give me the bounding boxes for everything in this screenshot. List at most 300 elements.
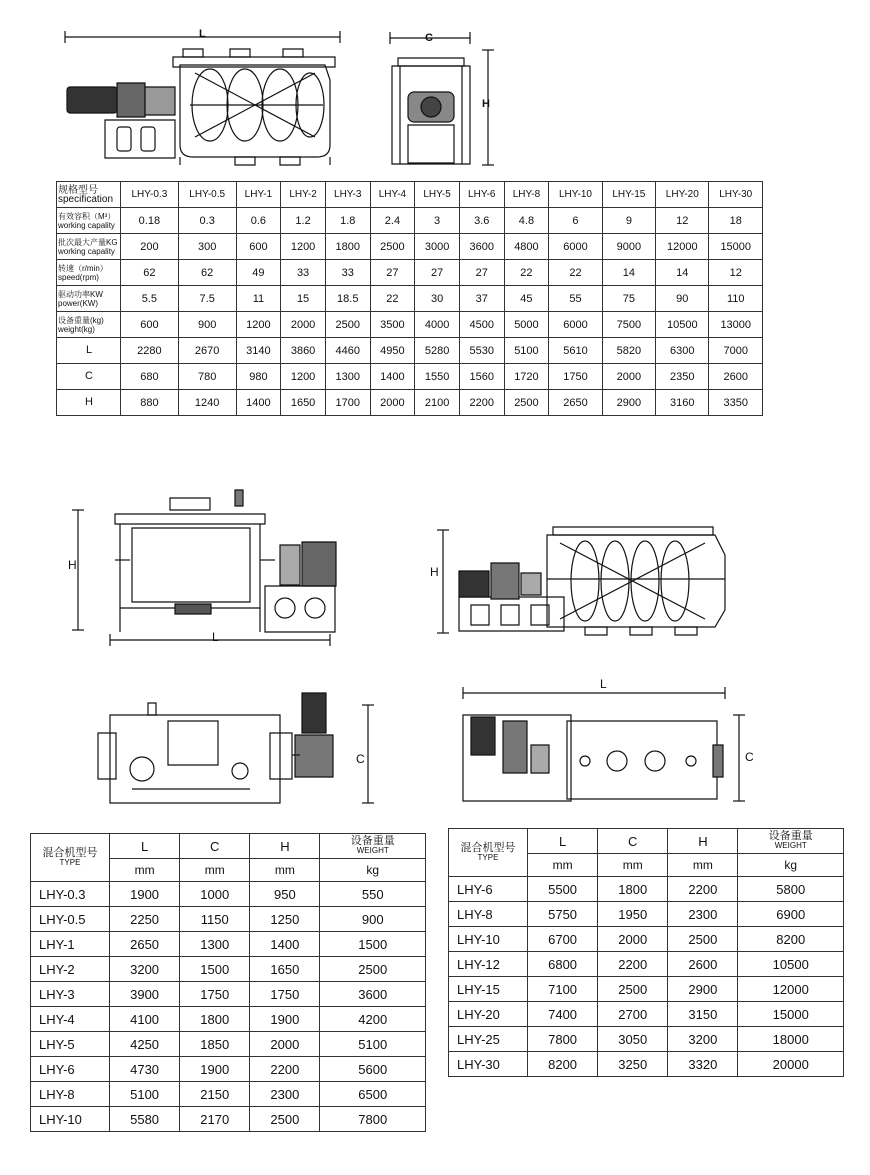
spec-cell: 0.6	[236, 208, 281, 234]
size-row	[449, 927, 844, 952]
spec-cell: 3	[415, 208, 460, 234]
spec-cell: 2000	[602, 364, 655, 390]
spec-cell: 15000	[709, 234, 763, 260]
spec-row-label-cn: H	[85, 396, 93, 408]
spec-cell: 3000	[415, 234, 460, 260]
size-value-cell: 1500	[320, 932, 426, 957]
spec-model: LHY-15	[602, 182, 655, 208]
dim-label-C: C	[356, 752, 365, 766]
unit-mm: mm	[180, 859, 250, 882]
spec-cell: 2650	[549, 390, 602, 416]
size-value-cell: 2170	[180, 1107, 250, 1132]
spec-row-label	[57, 234, 121, 260]
spec-cell: 12	[656, 208, 709, 234]
spec-cell: 4500	[459, 312, 504, 338]
size-value-cell: 6500	[320, 1082, 426, 1107]
spec-model: LHY-0.3	[121, 182, 179, 208]
size-col-H: H	[668, 829, 738, 854]
spec-cell: 27	[415, 260, 460, 286]
spec-cell: 2200	[459, 390, 504, 416]
spec-row	[57, 390, 763, 416]
size-value-cell: 2500	[320, 957, 426, 982]
weight-cn: 设备重量	[768, 830, 813, 842]
mixer-ribbon-side-view-drawing	[435, 515, 745, 640]
spec-cell: 4950	[370, 338, 415, 364]
size-value-cell: 1500	[180, 957, 250, 982]
spec-cell: 110	[709, 286, 763, 312]
spec-cell: 1200	[236, 312, 281, 338]
size-value-cell: 2200	[668, 877, 738, 902]
spec-cell: 1700	[325, 390, 370, 416]
size-value-cell: 900	[320, 907, 426, 932]
size-type-cell: LHY-8	[31, 1082, 110, 1107]
spec-cell: 2280	[121, 338, 179, 364]
spec-cell: 680	[121, 364, 179, 390]
spec-cell: 7.5	[178, 286, 236, 312]
size-value-cell: 2500	[250, 1107, 320, 1132]
spec-row-label-cn: 有效容积（M³）	[58, 211, 116, 221]
spec-cell: 22	[370, 286, 415, 312]
type-en: TYPE	[477, 852, 499, 862]
size-value-cell: 5750	[528, 902, 598, 927]
spec-model: LHY-30	[709, 182, 763, 208]
size-row	[31, 957, 426, 982]
size-value-cell: 1300	[180, 932, 250, 957]
spec-cell: 3.6	[459, 208, 504, 234]
unit-kg: kg	[738, 854, 844, 877]
size-type-cell: LHY-15	[449, 977, 528, 1002]
size-value-cell: 4730	[110, 1057, 180, 1082]
dim-label-L: L	[600, 677, 607, 691]
spec-cell: 6	[549, 208, 602, 234]
spec-cell: 1750	[549, 364, 602, 390]
size-value-cell: 5500	[528, 877, 598, 902]
size-value-cell: 2000	[598, 927, 668, 952]
spec-cell: 18	[709, 208, 763, 234]
spec-cell: 1200	[281, 364, 326, 390]
spec-cell: 980	[236, 364, 281, 390]
spec-cell: 33	[281, 260, 326, 286]
size-value-cell: 5580	[110, 1107, 180, 1132]
size-value-cell: 2250	[110, 907, 180, 932]
size-value-cell: 4100	[110, 1007, 180, 1032]
size-row	[449, 902, 844, 927]
size-row	[449, 1027, 844, 1052]
spec-row-label-cn: L	[85, 344, 93, 356]
spec-cell: 2600	[709, 364, 763, 390]
spec-cell: 2900	[602, 390, 655, 416]
size-value-cell: 2150	[180, 1082, 250, 1107]
size-type-cell: LHY-2	[31, 957, 110, 982]
size-value-cell: 1400	[250, 932, 320, 957]
spec-row-label	[57, 208, 121, 234]
spec-cell: 4.8	[504, 208, 549, 234]
size-type-cell: LHY-6	[449, 877, 528, 902]
spec-cell: 75	[602, 286, 655, 312]
spec-body	[57, 208, 763, 416]
spec-cell: 1.2	[281, 208, 326, 234]
spec-cell: 7500	[602, 312, 655, 338]
spec-cell: 14	[656, 260, 709, 286]
size-value-cell: 5800	[738, 877, 844, 902]
spec-cell: 22	[549, 260, 602, 286]
size-row	[449, 977, 844, 1002]
size-right-body	[449, 877, 844, 1077]
size-value-cell: 1750	[250, 982, 320, 1007]
size-row	[449, 877, 844, 902]
spec-cell: 6300	[656, 338, 709, 364]
size-value-cell: 3150	[668, 1002, 738, 1027]
unit-mm: mm	[110, 859, 180, 882]
size-value-cell: 2650	[110, 932, 180, 957]
size-col-C: C	[180, 834, 250, 859]
spec-cell: 3140	[236, 338, 281, 364]
spec-cell: 2670	[178, 338, 236, 364]
size-col-H: H	[250, 834, 320, 859]
size-value-cell: 6900	[738, 902, 844, 927]
size-type-cell: LHY-1	[31, 932, 110, 957]
dim-label-H: H	[482, 98, 490, 110]
spec-cell: 6000	[549, 234, 602, 260]
spec-cell: 2500	[325, 312, 370, 338]
spec-cell: 12	[709, 260, 763, 286]
size-row	[31, 907, 426, 932]
spec-cell: 2000	[281, 312, 326, 338]
size-row	[31, 882, 426, 907]
type-cn: 混合机型号	[42, 846, 98, 859]
size-row	[31, 1082, 426, 1107]
spec-row-label-en: working capality	[58, 220, 115, 230]
spec-row	[57, 286, 763, 312]
spec-model: LHY-2	[281, 182, 326, 208]
size-type-cell: LHY-10	[31, 1107, 110, 1132]
spec-cell: 27	[370, 260, 415, 286]
size-table-right	[448, 828, 844, 1077]
size-row	[449, 952, 844, 977]
size-header-row	[449, 829, 844, 854]
spec-cell: 1560	[459, 364, 504, 390]
mixer-front-view-drawing	[70, 490, 350, 650]
spec-row-label-cn: 驱动功率KW	[58, 289, 103, 299]
spec-cell: 4460	[325, 338, 370, 364]
size-value-cell: 1800	[180, 1007, 250, 1032]
spec-header-en: specification	[58, 193, 114, 205]
spec-cell: 1400	[236, 390, 281, 416]
size-value-cell: 7800	[528, 1027, 598, 1052]
dim-label-L: L	[199, 28, 206, 40]
size-type-cell: LHY-5	[31, 1032, 110, 1057]
spec-model: LHY-6	[459, 182, 504, 208]
spec-row	[57, 260, 763, 286]
size-value-cell: 1750	[180, 982, 250, 1007]
size-value-cell: 7400	[528, 1002, 598, 1027]
spec-cell: 5000	[504, 312, 549, 338]
spec-row-label	[57, 338, 121, 364]
spec-cell: 30	[415, 286, 460, 312]
size-value-cell: 7100	[528, 977, 598, 1002]
spec-cell: 5280	[415, 338, 460, 364]
size-value-cell: 1850	[180, 1032, 250, 1057]
size-type-cell: LHY-6	[31, 1057, 110, 1082]
mixer-top-view-drawing	[90, 685, 375, 810]
spec-header-cell	[57, 182, 121, 208]
size-value-cell: 5100	[110, 1082, 180, 1107]
size-value-cell: 2300	[668, 902, 738, 927]
size-value-cell: 1800	[598, 877, 668, 902]
spec-row	[57, 312, 763, 338]
size-type-cell: LHY-10	[449, 927, 528, 952]
spec-cell: 3600	[459, 234, 504, 260]
spec-model: LHY-3	[325, 182, 370, 208]
size-type-cell: LHY-4	[31, 1007, 110, 1032]
spec-cell: 3500	[370, 312, 415, 338]
spec-cell: 14	[602, 260, 655, 286]
size-type-cell: LHY-20	[449, 1002, 528, 1027]
dim-label-C: C	[745, 750, 754, 764]
spec-row-label	[57, 312, 121, 338]
spec-model: LHY-0.5	[178, 182, 236, 208]
size-value-cell: 550	[320, 882, 426, 907]
size-value-cell: 5100	[320, 1032, 426, 1057]
size-value-cell: 2200	[250, 1057, 320, 1082]
size-value-cell: 12000	[738, 977, 844, 1002]
size-value-cell: 8200	[738, 927, 844, 952]
size-value-cell: 2600	[668, 952, 738, 977]
spec-header-row	[57, 182, 763, 208]
spec-row	[57, 364, 763, 390]
size-value-cell: 1900	[110, 882, 180, 907]
size-type-header	[31, 834, 110, 882]
spec-model: LHY-10	[549, 182, 602, 208]
spec-cell: 9000	[602, 234, 655, 260]
spec-cell: 11	[236, 286, 281, 312]
spec-cell: 90	[656, 286, 709, 312]
weight-cn: 设备重量	[350, 835, 395, 847]
size-value-cell: 2700	[598, 1002, 668, 1027]
spec-cell: 7000	[709, 338, 763, 364]
size-value-cell: 4200	[320, 1007, 426, 1032]
spec-row-label-cn: 转速（r/min）	[58, 263, 108, 273]
size-row	[31, 1007, 426, 1032]
spec-row-label-en: working capality	[58, 246, 115, 256]
size-type-header	[449, 829, 528, 877]
size-row	[31, 932, 426, 957]
size-type-cell: LHY-0.5	[31, 907, 110, 932]
spec-cell: 0.3	[178, 208, 236, 234]
spec-cell: 1.8	[325, 208, 370, 234]
dim-label-C: C	[425, 32, 433, 44]
size-value-cell: 3900	[110, 982, 180, 1007]
mixer-side-view-drawing	[55, 25, 355, 165]
spec-cell: 37	[459, 286, 504, 312]
spec-cell: 12000	[656, 234, 709, 260]
spec-cell: 4000	[415, 312, 460, 338]
size-header-row	[31, 834, 426, 859]
spec-cell: 5100	[504, 338, 549, 364]
size-type-cell: LHY-3	[31, 982, 110, 1007]
unit-mm: mm	[528, 854, 598, 877]
spec-cell: 3860	[281, 338, 326, 364]
size-col-C: C	[598, 829, 668, 854]
spec-row-label-cn: 设备重量(kg)	[58, 315, 104, 325]
size-table-left	[30, 833, 426, 1132]
unit-mm: mm	[250, 859, 320, 882]
spec-row-label-en: speed(rpm)	[58, 272, 99, 282]
dim-label-L: L	[212, 630, 219, 644]
spec-cell: 2500	[370, 234, 415, 260]
spec-header-cn: 规格型号	[58, 184, 98, 196]
size-col-weight	[320, 834, 426, 859]
dim-label-H: H	[430, 565, 439, 579]
spec-cell: 1240	[178, 390, 236, 416]
spec-cell: 5820	[602, 338, 655, 364]
spec-cell: 6000	[549, 312, 602, 338]
spec-row-label	[57, 364, 121, 390]
spec-cell: 300	[178, 234, 236, 260]
spec-cell: 2.4	[370, 208, 415, 234]
size-value-cell: 7800	[320, 1107, 426, 1132]
dim-label-H: H	[68, 558, 77, 572]
unit-kg: kg	[320, 859, 426, 882]
size-value-cell: 3600	[320, 982, 426, 1007]
type-cn: 混合机型号	[460, 841, 516, 854]
spec-model: LHY-5	[415, 182, 460, 208]
spec-cell: 780	[178, 364, 236, 390]
spec-cell: 2500	[504, 390, 549, 416]
spec-cell: 1300	[325, 364, 370, 390]
size-value-cell: 5600	[320, 1057, 426, 1082]
size-row	[31, 982, 426, 1007]
spec-cell: 1550	[415, 364, 460, 390]
size-value-cell: 3320	[668, 1052, 738, 1077]
size-row	[31, 1107, 426, 1132]
spec-row-label-cn: C	[85, 370, 93, 382]
spec-cell: 880	[121, 390, 179, 416]
spec-row-label-en: power(KW)	[58, 298, 99, 308]
size-value-cell: 4250	[110, 1032, 180, 1057]
unit-mm: mm	[668, 854, 738, 877]
unit-mm: mm	[598, 854, 668, 877]
spec-cell: 1720	[504, 364, 549, 390]
size-value-cell: 10500	[738, 952, 844, 977]
spec-cell: 13000	[709, 312, 763, 338]
size-type-cell: LHY-8	[449, 902, 528, 927]
mixer-ribbon-top-view-drawing	[455, 675, 760, 805]
spec-cell: 1800	[325, 234, 370, 260]
spec-model: LHY-4	[370, 182, 415, 208]
spec-cell: 5610	[549, 338, 602, 364]
size-value-cell: 2200	[598, 952, 668, 977]
spec-cell: 2100	[415, 390, 460, 416]
size-value-cell: 8200	[528, 1052, 598, 1077]
size-value-cell: 20000	[738, 1052, 844, 1077]
size-value-cell: 3050	[598, 1027, 668, 1052]
spec-cell: 5.5	[121, 286, 179, 312]
size-value-cell: 2500	[668, 927, 738, 952]
size-col-L: L	[110, 834, 180, 859]
weight-en: WEIGHT	[356, 846, 389, 855]
spec-cell: 600	[236, 234, 281, 260]
spec-cell: 5530	[459, 338, 504, 364]
size-row	[449, 1052, 844, 1077]
spec-cell: 1400	[370, 364, 415, 390]
size-value-cell: 1900	[180, 1057, 250, 1082]
spec-cell: 1650	[281, 390, 326, 416]
size-row	[31, 1057, 426, 1082]
size-value-cell: 1150	[180, 907, 250, 932]
spec-cell: 0.18	[121, 208, 179, 234]
spec-cell: 62	[121, 260, 179, 286]
spec-row	[57, 208, 763, 234]
spec-cell: 3350	[709, 390, 763, 416]
spec-cell: 33	[325, 260, 370, 286]
size-value-cell: 6700	[528, 927, 598, 952]
size-type-cell: LHY-30	[449, 1052, 528, 1077]
spec-model: LHY-1	[236, 182, 281, 208]
mixer-end-view-drawing	[380, 30, 495, 170]
spec-row-label-cn: 批次最大产量KG	[58, 237, 118, 247]
size-value-cell: 950	[250, 882, 320, 907]
spec-row	[57, 338, 763, 364]
size-value-cell: 1650	[250, 957, 320, 982]
spec-cell: 45	[504, 286, 549, 312]
spec-cell: 3160	[656, 390, 709, 416]
spec-cell: 2000	[370, 390, 415, 416]
size-value-cell: 1250	[250, 907, 320, 932]
size-col-weight	[738, 829, 844, 854]
size-left-body	[31, 882, 426, 1132]
spec-table	[56, 181, 763, 416]
spec-cell: 18.5	[325, 286, 370, 312]
spec-row-label	[57, 260, 121, 286]
size-value-cell: 2500	[598, 977, 668, 1002]
spec-cell: 600	[121, 312, 179, 338]
size-value-cell: 18000	[738, 1027, 844, 1052]
size-row	[31, 1032, 426, 1057]
spec-row-label	[57, 286, 121, 312]
spec-row-label-en: weight(kg)	[58, 324, 95, 334]
spec-cell: 200	[121, 234, 179, 260]
spec-cell: 9	[602, 208, 655, 234]
size-type-cell: LHY-12	[449, 952, 528, 977]
spec-model: LHY-20	[656, 182, 709, 208]
spec-cell: 62	[178, 260, 236, 286]
size-value-cell: 15000	[738, 1002, 844, 1027]
size-col-L: L	[528, 829, 598, 854]
size-value-cell: 3250	[598, 1052, 668, 1077]
type-en: TYPE	[59, 857, 81, 867]
weight-en: WEIGHT	[774, 841, 807, 850]
size-value-cell: 3200	[668, 1027, 738, 1052]
size-value-cell: 2900	[668, 977, 738, 1002]
size-type-cell: LHY-0.3	[31, 882, 110, 907]
spec-cell: 15	[281, 286, 326, 312]
size-value-cell: 2300	[250, 1082, 320, 1107]
spec-model: LHY-8	[504, 182, 549, 208]
spec-cell: 1200	[281, 234, 326, 260]
size-row	[449, 1002, 844, 1027]
size-value-cell: 2000	[250, 1032, 320, 1057]
spec-cell: 49	[236, 260, 281, 286]
spec-cell: 10500	[656, 312, 709, 338]
spec-cell: 900	[178, 312, 236, 338]
size-value-cell: 3200	[110, 957, 180, 982]
spec-cell: 2350	[656, 364, 709, 390]
size-value-cell: 1900	[250, 1007, 320, 1032]
size-value-cell: 1950	[598, 902, 668, 927]
size-type-cell: LHY-25	[449, 1027, 528, 1052]
spec-row-label	[57, 390, 121, 416]
